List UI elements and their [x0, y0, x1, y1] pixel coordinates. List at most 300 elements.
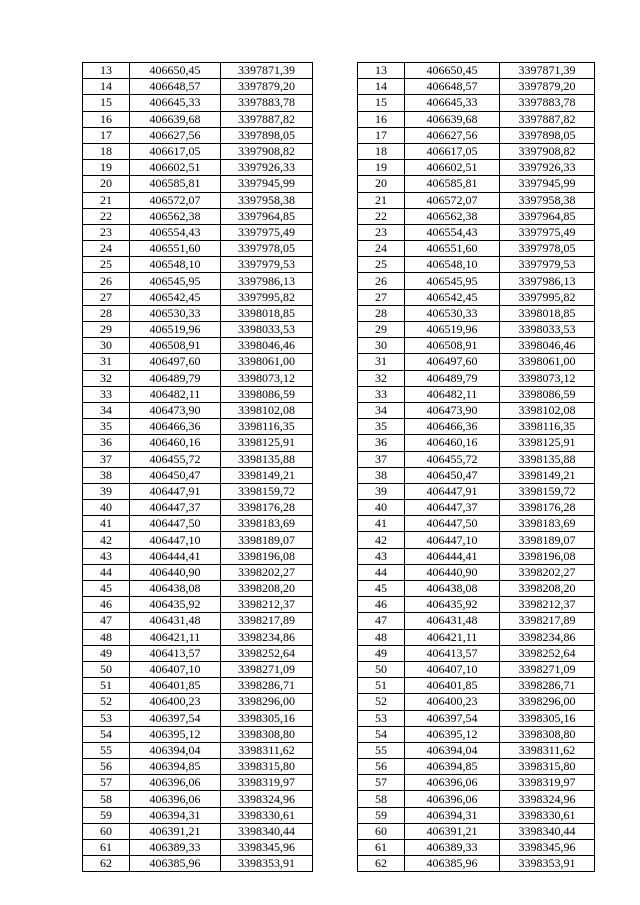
table-row — [83, 613, 595, 629]
right-x-coordinate-cell: 406447,50 — [405, 516, 500, 532]
right-y-coordinate-cell: 3398311,62 — [500, 742, 595, 758]
left-x-coordinate-cell: 406431,48 — [130, 613, 221, 629]
column-gap — [313, 192, 358, 208]
table-row — [83, 532, 595, 548]
left-x-coordinate-cell: 406435,92 — [130, 597, 221, 613]
column-gap — [313, 742, 358, 758]
column-gap — [313, 111, 358, 127]
right-x-coordinate-cell: 406394,85 — [405, 759, 500, 775]
left-point-number-cell: 20 — [83, 176, 130, 192]
table-row — [83, 581, 595, 597]
right-y-coordinate-cell: 3398353,91 — [500, 856, 595, 872]
table-row — [83, 79, 595, 95]
right-y-coordinate-cell: 3398234,86 — [500, 629, 595, 645]
column-gap — [313, 856, 358, 872]
left-x-coordinate-cell: 406450,47 — [130, 467, 221, 483]
table-row — [83, 516, 595, 532]
right-point-number-cell: 50 — [358, 661, 405, 677]
left-y-coordinate-cell: 3398033,53 — [221, 322, 313, 338]
right-x-coordinate-cell: 406440,90 — [405, 564, 500, 580]
left-y-coordinate-cell: 3398196,08 — [221, 548, 313, 564]
left-y-coordinate-cell: 3398305,16 — [221, 710, 313, 726]
right-x-coordinate-cell: 406407,10 — [405, 661, 500, 677]
left-y-coordinate-cell: 3398073,12 — [221, 370, 313, 386]
right-point-number-cell: 53 — [358, 710, 405, 726]
left-x-coordinate-cell: 406466,36 — [130, 419, 221, 435]
column-gap — [313, 629, 358, 645]
right-y-coordinate-cell: 3397964,85 — [500, 208, 595, 224]
left-y-coordinate-cell: 3398271,09 — [221, 661, 313, 677]
right-y-coordinate-cell: 3398189,07 — [500, 532, 595, 548]
left-y-coordinate-cell: 3398315,80 — [221, 759, 313, 775]
right-y-coordinate-cell: 3398183,69 — [500, 516, 595, 532]
right-point-number-cell: 23 — [358, 224, 405, 240]
right-point-number-cell: 13 — [358, 63, 405, 79]
right-x-coordinate-cell: 406548,10 — [405, 257, 500, 273]
right-x-coordinate-cell: 406489,79 — [405, 370, 500, 386]
left-y-coordinate-cell: 3398125,91 — [221, 435, 313, 451]
column-gap — [313, 241, 358, 257]
coordinate-table — [82, 62, 595, 872]
left-y-coordinate-cell: 3398135,88 — [221, 451, 313, 467]
column-gap — [313, 775, 358, 791]
right-y-coordinate-cell: 3398149,21 — [500, 467, 595, 483]
column-gap — [313, 516, 358, 532]
left-y-coordinate-cell: 3398319,97 — [221, 775, 313, 791]
right-point-number-cell: 21 — [358, 192, 405, 208]
right-point-number-cell: 45 — [358, 581, 405, 597]
right-point-number-cell: 22 — [358, 208, 405, 224]
column-gap — [313, 791, 358, 807]
column-gap — [313, 710, 358, 726]
right-x-coordinate-cell: 406508,91 — [405, 338, 500, 354]
right-point-number-cell: 29 — [358, 322, 405, 338]
left-y-coordinate-cell: 3398217,89 — [221, 613, 313, 629]
left-y-coordinate-cell: 3397898,05 — [221, 127, 313, 143]
left-y-coordinate-cell: 3397926,33 — [221, 160, 313, 176]
right-y-coordinate-cell: 3397908,82 — [500, 143, 595, 159]
left-point-number-cell: 52 — [83, 694, 130, 710]
left-point-number-cell: 56 — [83, 759, 130, 775]
left-y-coordinate-cell: 3398311,62 — [221, 742, 313, 758]
column-gap — [313, 402, 358, 418]
table-row — [83, 548, 595, 564]
table-row — [83, 661, 595, 677]
left-x-coordinate-cell: 406627,56 — [130, 127, 221, 143]
left-x-coordinate-cell: 406444,41 — [130, 548, 221, 564]
right-point-number-cell: 62 — [358, 856, 405, 872]
left-x-coordinate-cell: 406572,07 — [130, 192, 221, 208]
right-x-coordinate-cell: 406572,07 — [405, 192, 500, 208]
column-gap — [313, 160, 358, 176]
left-x-coordinate-cell: 406395,12 — [130, 726, 221, 742]
left-x-coordinate-cell: 406400,23 — [130, 694, 221, 710]
right-point-number-cell: 24 — [358, 241, 405, 257]
table-row — [83, 629, 595, 645]
left-point-number-cell: 50 — [83, 661, 130, 677]
right-y-coordinate-cell: 3397995,82 — [500, 289, 595, 305]
column-gap — [313, 613, 358, 629]
table-row — [83, 483, 595, 499]
left-x-coordinate-cell: 406385,96 — [130, 856, 221, 872]
left-x-coordinate-cell: 406639,68 — [130, 111, 221, 127]
right-point-number-cell: 15 — [358, 95, 405, 111]
left-y-coordinate-cell: 3398340,44 — [221, 823, 313, 839]
table-row — [83, 127, 595, 143]
left-x-coordinate-cell: 406548,10 — [130, 257, 221, 273]
left-point-number-cell: 61 — [83, 840, 130, 856]
table-row — [83, 370, 595, 386]
table-row — [83, 694, 595, 710]
right-point-number-cell: 55 — [358, 742, 405, 758]
left-point-number-cell: 51 — [83, 678, 130, 694]
table-row — [83, 111, 595, 127]
left-point-number-cell: 41 — [83, 516, 130, 532]
left-point-number-cell: 45 — [83, 581, 130, 597]
right-x-coordinate-cell: 406627,56 — [405, 127, 500, 143]
right-y-coordinate-cell: 3398176,28 — [500, 500, 595, 516]
left-x-coordinate-cell: 406617,05 — [130, 143, 221, 159]
right-x-coordinate-cell: 406438,08 — [405, 581, 500, 597]
table-row — [83, 564, 595, 580]
left-point-number-cell: 19 — [83, 160, 130, 176]
right-x-coordinate-cell: 406617,05 — [405, 143, 500, 159]
left-y-coordinate-cell: 3397975,49 — [221, 224, 313, 240]
right-y-coordinate-cell: 3398286,71 — [500, 678, 595, 694]
column-gap — [313, 564, 358, 580]
right-x-coordinate-cell: 406450,47 — [405, 467, 500, 483]
right-point-number-cell: 38 — [358, 467, 405, 483]
table-row — [83, 224, 595, 240]
column-gap — [313, 694, 358, 710]
column-gap — [313, 467, 358, 483]
left-point-number-cell: 24 — [83, 241, 130, 257]
table-row — [83, 386, 595, 402]
left-point-number-cell: 55 — [83, 742, 130, 758]
left-point-number-cell: 58 — [83, 791, 130, 807]
left-y-coordinate-cell: 3398149,21 — [221, 467, 313, 483]
left-point-number-cell: 48 — [83, 629, 130, 645]
right-point-number-cell: 25 — [358, 257, 405, 273]
right-point-number-cell: 26 — [358, 273, 405, 289]
right-point-number-cell: 35 — [358, 419, 405, 435]
left-y-coordinate-cell: 3397979,53 — [221, 257, 313, 273]
table-row — [83, 160, 595, 176]
right-point-number-cell: 49 — [358, 645, 405, 661]
column-gap — [313, 354, 358, 370]
right-x-coordinate-cell: 406585,81 — [405, 176, 500, 192]
left-x-coordinate-cell: 406421,11 — [130, 629, 221, 645]
right-point-number-cell: 41 — [358, 516, 405, 532]
right-point-number-cell: 17 — [358, 127, 405, 143]
left-x-coordinate-cell: 406482,11 — [130, 386, 221, 402]
left-y-coordinate-cell: 3397958,38 — [221, 192, 313, 208]
right-x-coordinate-cell: 406645,33 — [405, 95, 500, 111]
left-point-number-cell: 31 — [83, 354, 130, 370]
column-gap — [313, 435, 358, 451]
right-x-coordinate-cell: 406400,23 — [405, 694, 500, 710]
right-point-number-cell: 19 — [358, 160, 405, 176]
right-x-coordinate-cell: 406394,04 — [405, 742, 500, 758]
left-point-number-cell: 54 — [83, 726, 130, 742]
left-y-coordinate-cell: 3397871,39 — [221, 63, 313, 79]
table-row — [83, 95, 595, 111]
table-row — [83, 678, 595, 694]
left-y-coordinate-cell: 3398252,64 — [221, 645, 313, 661]
left-x-coordinate-cell: 406396,06 — [130, 775, 221, 791]
left-point-number-cell: 59 — [83, 807, 130, 823]
left-y-coordinate-cell: 3397908,82 — [221, 143, 313, 159]
left-y-coordinate-cell: 3398159,72 — [221, 483, 313, 499]
table-row — [83, 208, 595, 224]
left-y-coordinate-cell: 3397883,78 — [221, 95, 313, 111]
left-y-coordinate-cell: 3397879,20 — [221, 79, 313, 95]
table-row — [83, 354, 595, 370]
right-y-coordinate-cell: 3398135,88 — [500, 451, 595, 467]
left-point-number-cell: 17 — [83, 127, 130, 143]
right-point-number-cell: 43 — [358, 548, 405, 564]
right-x-coordinate-cell: 406394,31 — [405, 807, 500, 823]
right-point-number-cell: 31 — [358, 354, 405, 370]
left-x-coordinate-cell: 406394,04 — [130, 742, 221, 758]
right-y-coordinate-cell: 3397879,20 — [500, 79, 595, 95]
right-point-number-cell: 48 — [358, 629, 405, 645]
right-x-coordinate-cell: 406562,38 — [405, 208, 500, 224]
left-x-coordinate-cell: 406447,37 — [130, 500, 221, 516]
table-row — [83, 856, 595, 872]
right-point-number-cell: 33 — [358, 386, 405, 402]
left-point-number-cell: 37 — [83, 451, 130, 467]
table-row — [83, 467, 595, 483]
left-point-number-cell: 57 — [83, 775, 130, 791]
left-y-coordinate-cell: 3397986,13 — [221, 273, 313, 289]
right-point-number-cell: 34 — [358, 402, 405, 418]
column-gap — [313, 370, 358, 386]
table-row — [83, 176, 595, 192]
column-gap — [313, 532, 358, 548]
column-gap — [313, 143, 358, 159]
left-y-coordinate-cell: 3398018,85 — [221, 305, 313, 321]
right-y-coordinate-cell: 3397887,82 — [500, 111, 595, 127]
left-point-number-cell: 43 — [83, 548, 130, 564]
right-y-coordinate-cell: 3398033,53 — [500, 322, 595, 338]
right-x-coordinate-cell: 406542,45 — [405, 289, 500, 305]
left-y-coordinate-cell: 3398183,69 — [221, 516, 313, 532]
table-row — [83, 322, 595, 338]
right-point-number-cell: 54 — [358, 726, 405, 742]
left-point-number-cell: 13 — [83, 63, 130, 79]
table-row — [83, 710, 595, 726]
right-point-number-cell: 57 — [358, 775, 405, 791]
right-point-number-cell: 16 — [358, 111, 405, 127]
right-y-coordinate-cell: 3397975,49 — [500, 224, 595, 240]
left-point-number-cell: 40 — [83, 500, 130, 516]
right-y-coordinate-cell: 3398271,09 — [500, 661, 595, 677]
right-point-number-cell: 58 — [358, 791, 405, 807]
left-x-coordinate-cell: 406508,91 — [130, 338, 221, 354]
left-x-coordinate-cell: 406396,06 — [130, 791, 221, 807]
table-row — [83, 726, 595, 742]
right-y-coordinate-cell: 3398202,27 — [500, 564, 595, 580]
left-y-coordinate-cell: 3398212,37 — [221, 597, 313, 613]
column-gap — [313, 840, 358, 856]
right-point-number-cell: 61 — [358, 840, 405, 856]
table-row — [83, 273, 595, 289]
left-x-coordinate-cell: 406413,57 — [130, 645, 221, 661]
right-y-coordinate-cell: 3398196,08 — [500, 548, 595, 564]
right-x-coordinate-cell: 406397,54 — [405, 710, 500, 726]
right-x-coordinate-cell: 406447,37 — [405, 500, 500, 516]
left-point-number-cell: 21 — [83, 192, 130, 208]
right-x-coordinate-cell: 406551,60 — [405, 241, 500, 257]
left-point-number-cell: 47 — [83, 613, 130, 629]
left-y-coordinate-cell: 3398202,27 — [221, 564, 313, 580]
left-point-number-cell: 26 — [83, 273, 130, 289]
right-x-coordinate-cell: 406431,48 — [405, 613, 500, 629]
left-y-coordinate-cell: 3397978,05 — [221, 241, 313, 257]
right-x-coordinate-cell: 406447,91 — [405, 483, 500, 499]
right-x-coordinate-cell: 406395,12 — [405, 726, 500, 742]
left-y-coordinate-cell: 3397887,82 — [221, 111, 313, 127]
left-x-coordinate-cell: 406440,90 — [130, 564, 221, 580]
right-y-coordinate-cell: 3398330,61 — [500, 807, 595, 823]
left-x-coordinate-cell: 406394,85 — [130, 759, 221, 775]
right-point-number-cell: 51 — [358, 678, 405, 694]
left-y-coordinate-cell: 3397945,99 — [221, 176, 313, 192]
column-gap — [313, 176, 358, 192]
right-x-coordinate-cell: 406385,96 — [405, 856, 500, 872]
right-point-number-cell: 56 — [358, 759, 405, 775]
right-x-coordinate-cell: 406413,57 — [405, 645, 500, 661]
column-gap — [313, 548, 358, 564]
right-x-coordinate-cell: 406473,90 — [405, 402, 500, 418]
right-point-number-cell: 18 — [358, 143, 405, 159]
left-x-coordinate-cell: 406407,10 — [130, 661, 221, 677]
column-gap — [313, 597, 358, 613]
column-gap — [313, 581, 358, 597]
column-gap — [313, 322, 358, 338]
table-row — [83, 257, 595, 273]
right-y-coordinate-cell: 3398125,91 — [500, 435, 595, 451]
right-y-coordinate-cell: 3398252,64 — [500, 645, 595, 661]
left-x-coordinate-cell: 406489,79 — [130, 370, 221, 386]
right-point-number-cell: 59 — [358, 807, 405, 823]
table-row — [83, 402, 595, 418]
left-point-number-cell: 22 — [83, 208, 130, 224]
right-x-coordinate-cell: 406519,96 — [405, 322, 500, 338]
left-point-number-cell: 23 — [83, 224, 130, 240]
left-point-number-cell: 60 — [83, 823, 130, 839]
left-x-coordinate-cell: 406519,96 — [130, 322, 221, 338]
left-point-number-cell: 42 — [83, 532, 130, 548]
right-point-number-cell: 47 — [358, 613, 405, 629]
right-point-number-cell: 20 — [358, 176, 405, 192]
left-x-coordinate-cell: 406497,60 — [130, 354, 221, 370]
left-x-coordinate-cell: 406585,81 — [130, 176, 221, 192]
right-x-coordinate-cell: 406421,11 — [405, 629, 500, 645]
right-x-coordinate-cell: 406650,45 — [405, 63, 500, 79]
left-x-coordinate-cell: 406401,85 — [130, 678, 221, 694]
left-x-coordinate-cell: 406473,90 — [130, 402, 221, 418]
table-row — [83, 840, 595, 856]
left-x-coordinate-cell: 406602,51 — [130, 160, 221, 176]
table-row — [83, 759, 595, 775]
column-gap — [313, 451, 358, 467]
left-y-coordinate-cell: 3398208,20 — [221, 581, 313, 597]
right-x-coordinate-cell: 406554,43 — [405, 224, 500, 240]
left-point-number-cell: 62 — [83, 856, 130, 872]
left-x-coordinate-cell: 406394,31 — [130, 807, 221, 823]
right-x-coordinate-cell: 406466,36 — [405, 419, 500, 435]
right-point-number-cell: 37 — [358, 451, 405, 467]
left-x-coordinate-cell: 406447,10 — [130, 532, 221, 548]
right-x-coordinate-cell: 406460,16 — [405, 435, 500, 451]
left-point-number-cell: 30 — [83, 338, 130, 354]
table-row — [83, 241, 595, 257]
right-x-coordinate-cell: 406545,95 — [405, 273, 500, 289]
table-row — [83, 63, 595, 79]
left-point-number-cell: 39 — [83, 483, 130, 499]
left-x-coordinate-cell: 406648,57 — [130, 79, 221, 95]
left-point-number-cell: 32 — [83, 370, 130, 386]
left-x-coordinate-cell: 406554,43 — [130, 224, 221, 240]
right-y-coordinate-cell: 3397986,13 — [500, 273, 595, 289]
right-x-coordinate-cell: 406648,57 — [405, 79, 500, 95]
table-row — [83, 451, 595, 467]
right-y-coordinate-cell: 3398305,16 — [500, 710, 595, 726]
right-y-coordinate-cell: 3397871,39 — [500, 63, 595, 79]
right-y-coordinate-cell: 3397979,53 — [500, 257, 595, 273]
column-gap — [313, 386, 358, 402]
right-y-coordinate-cell: 3398308,80 — [500, 726, 595, 742]
right-x-coordinate-cell: 406396,06 — [405, 791, 500, 807]
right-y-coordinate-cell: 3398208,20 — [500, 581, 595, 597]
column-gap — [313, 661, 358, 677]
column-gap — [313, 273, 358, 289]
right-y-coordinate-cell: 3398212,37 — [500, 597, 595, 613]
right-point-number-cell: 44 — [358, 564, 405, 580]
column-gap — [313, 95, 358, 111]
right-point-number-cell: 36 — [358, 435, 405, 451]
left-point-number-cell: 53 — [83, 710, 130, 726]
right-x-coordinate-cell: 406447,10 — [405, 532, 500, 548]
column-gap — [313, 483, 358, 499]
left-y-coordinate-cell: 3398086,59 — [221, 386, 313, 402]
right-y-coordinate-cell: 3398046,46 — [500, 338, 595, 354]
right-y-coordinate-cell: 3397945,99 — [500, 176, 595, 192]
column-gap — [313, 807, 358, 823]
table-row — [83, 645, 595, 661]
left-point-number-cell: 29 — [83, 322, 130, 338]
right-y-coordinate-cell: 3398116,35 — [500, 419, 595, 435]
table-row — [83, 500, 595, 516]
right-y-coordinate-cell: 3397883,78 — [500, 95, 595, 111]
right-point-number-cell: 46 — [358, 597, 405, 613]
column-gap — [313, 79, 358, 95]
column-gap — [313, 289, 358, 305]
left-y-coordinate-cell: 3398046,46 — [221, 338, 313, 354]
left-point-number-cell: 34 — [83, 402, 130, 418]
left-point-number-cell: 36 — [83, 435, 130, 451]
right-y-coordinate-cell: 3398324,96 — [500, 791, 595, 807]
table-row — [83, 742, 595, 758]
table-row — [83, 143, 595, 159]
left-point-number-cell: 35 — [83, 419, 130, 435]
right-y-coordinate-cell: 3398217,89 — [500, 613, 595, 629]
right-x-coordinate-cell: 406482,11 — [405, 386, 500, 402]
column-gap — [313, 224, 358, 240]
left-x-coordinate-cell: 406542,45 — [130, 289, 221, 305]
